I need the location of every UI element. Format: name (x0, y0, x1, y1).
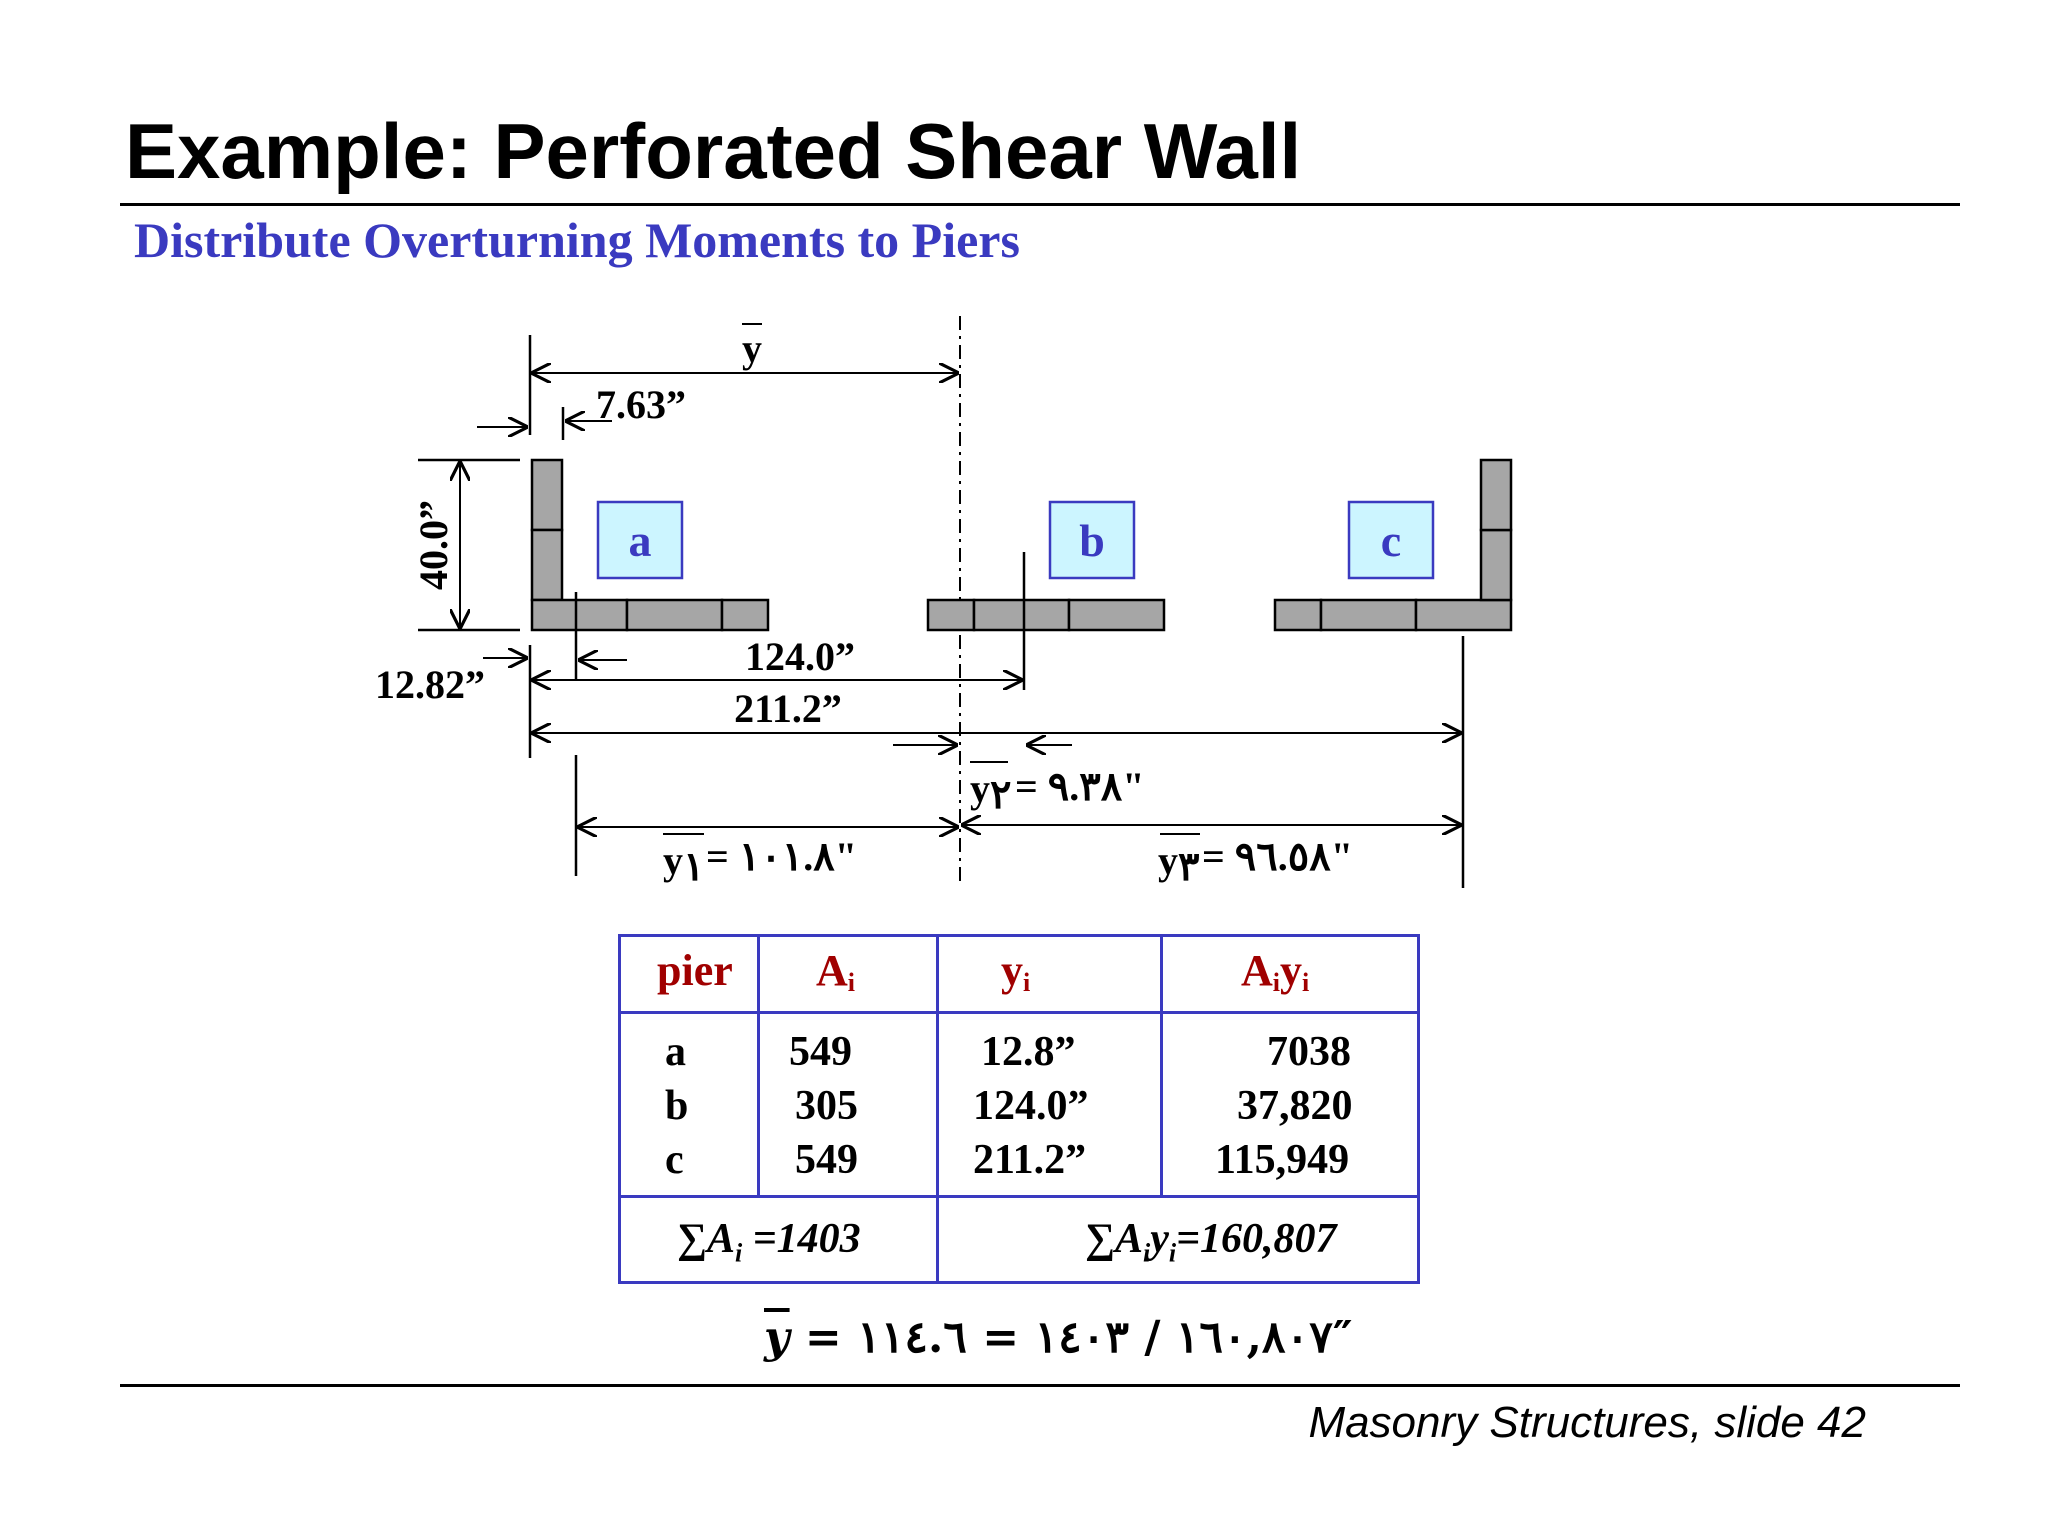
row-c-ay: 115,949 (1215, 1137, 1350, 1183)
centroid-formula: $\overline{y}$ = ١٦٠,٨٠٧ / ١٤٠٣ = ١١٤.٦″ (764, 1312, 1353, 1363)
table-sum-divider (621, 1195, 1417, 1198)
ybar-label: y (742, 326, 762, 371)
row-b-pier: b (665, 1083, 689, 1129)
row-b-ay: 37,820 (1237, 1083, 1353, 1129)
y3-subscript: ٣ (1178, 844, 1200, 889)
pier-c-label: c (1380, 515, 1402, 566)
table-col-divider-3 (1160, 937, 1163, 1195)
y1-value: = ١٠١.٨" (706, 834, 857, 879)
row-a-ay: 7038 (1267, 1029, 1351, 1075)
y2-value: = ٩.٣٨" (1015, 764, 1145, 809)
row-b-y: 124.0” (973, 1083, 1089, 1129)
table-col-divider-1 (757, 937, 760, 1195)
y2-subscript: ٢ (990, 772, 1012, 817)
y1-label: y (663, 838, 683, 883)
table-header-divider (621, 1011, 1417, 1014)
row-a-y: 12.8” (981, 1029, 1076, 1075)
table-col-divider-2 (936, 937, 939, 1281)
dim-40-label: 40.0” (411, 500, 456, 590)
y3-label: y (1158, 838, 1178, 883)
slide-subtitle: Distribute Overturning Moments to Piers (134, 212, 1020, 268)
row-c-pier: c (665, 1137, 684, 1183)
header-pier: pier (657, 946, 733, 995)
y1-subscript: ١ (683, 844, 705, 889)
slide-title: Example: Perforated Shear Wall (125, 107, 1302, 195)
pier-a-label: a (628, 515, 652, 566)
row-a-pier: a (665, 1029, 686, 1075)
header-y: $y_i$ (1001, 946, 1031, 997)
header-area-times-y: $A_iy_i$ (1241, 946, 1310, 997)
slide-footer: Masonry Structures, slide 42 (1308, 1398, 1866, 1447)
row-a-area: 549 (789, 1029, 852, 1075)
sum-area: $\sum A_i =1403$ (677, 1216, 861, 1268)
pier-table (618, 934, 1420, 1284)
row-c-area: 549 (795, 1137, 858, 1183)
dim-763-label: 7.63” (596, 382, 686, 427)
row-c-y: 211.2” (973, 1137, 1087, 1183)
dim-1240-label: 124.0” (745, 634, 855, 679)
pier-b-wall (928, 600, 1164, 630)
header-area: $A_i$ (816, 946, 856, 997)
sum-area-times-y: $\sum A_iy_i=160,807$ (1085, 1216, 1337, 1268)
dim-1282-label: 12.82” (375, 662, 485, 707)
y2-label: y (970, 766, 990, 811)
pier-b-label: b (1079, 515, 1105, 566)
row-b-area: 305 (795, 1083, 858, 1129)
dim-2112-label: 211.2” (734, 686, 842, 731)
y3-value: = ٩٦.٥٨" (1202, 834, 1353, 879)
footer-rule (120, 1384, 1960, 1387)
